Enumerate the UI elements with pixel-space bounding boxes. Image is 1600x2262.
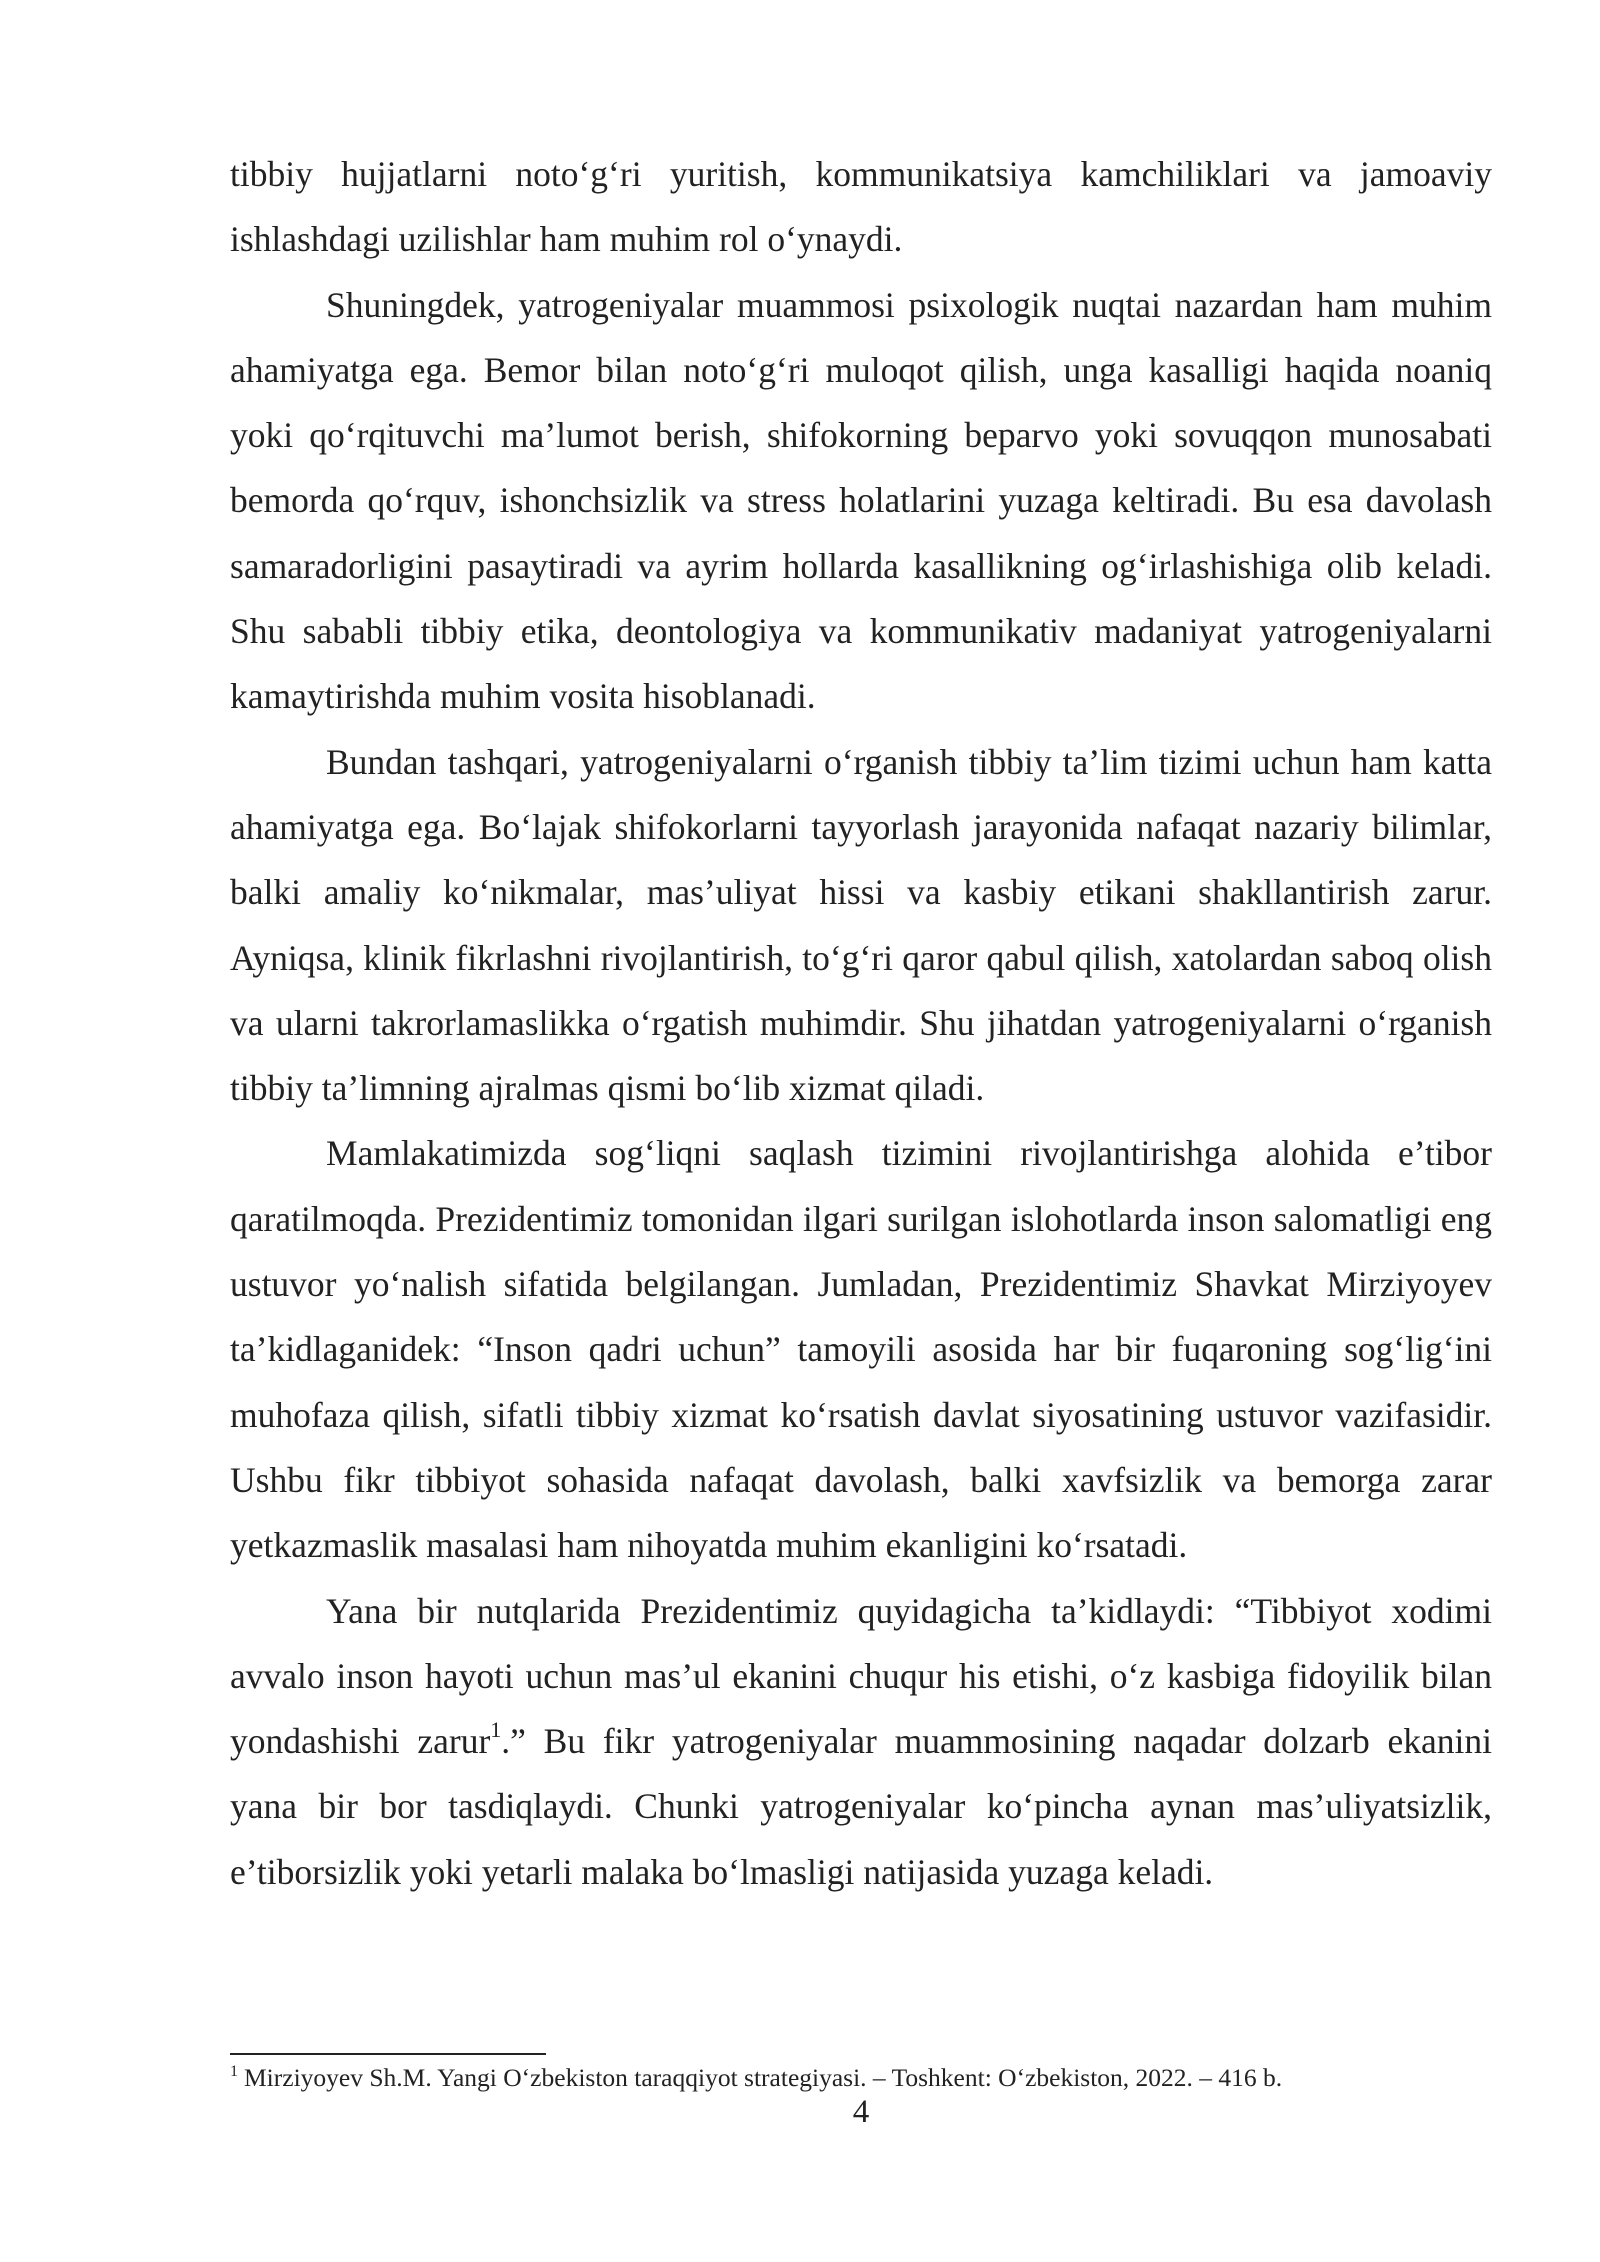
paragraph-president-quote xyxy=(230,1579,1492,1905)
footnote-separator xyxy=(230,2053,546,2055)
footnote-reference-mark[interactable]: 1 xyxy=(490,1717,502,1743)
paragraph-psychological-aspect: Shuningdek, yatrogeniyalar muammosi psixologik nuqtai nazardan ham muhim ahamiyatga ega. Bemor bilan noto‘g‘ri muloqot qilish, unga kasalligi haqida noaniq yoki qo‘rqituvchi ma’lumot berish, shifokorning beparvo yoki sovuqqon munosabati bemorda qo‘rquv, ishonchsizlik va stress holatlarini yuzaga keltiradi. Bu esa davolash samaradorligini pasaytiradi va ayrim hollarda kasallikning og‘irlashishiga olib keladi. Shu sababli tibbiy etika, deontologiya va kommunikativ madaniyat yatrogeniyalarni kamaytirishda muhim vosita hisoblanadi. xyxy=(230,284,1492,717)
quote-text-before-ref: Yana bir nutqlarida Prezidentimiz quyidagicha ta’kidlaydi: “Tibbiyot xodimi avvalo inson hayoti uchun mas’ul ekanini chuqur his etishi, o‘z kasbiga fidoyilik bilan yondashishi zarur xyxy=(230,1590,1492,1762)
quote-text-after-ref: .” Bu fikr yatrogeniyalar muammosining naqadar dolzarb ekanini yana bir bor tasdiqlaydi. Chunki yatrogeniyalar ko‘pincha aynan mas’uliyatsizlik, e’tiborsizlik yoki yetarli malaka bo‘lmasligi natijasida yuzaga keladi. xyxy=(230,1721,1492,1892)
footnote xyxy=(230,2062,1492,2094)
footnote-number: 1 xyxy=(230,2063,238,2081)
footnote-text: Mirziyoyev Sh.M. Yangi O‘zbekiston taraqqiyot strategiyasi. – Toshkent: O‘zbekiston, 2022. – 416 b. xyxy=(244,2063,1283,2092)
page-number: 4 xyxy=(852,2094,870,2130)
paragraph-medical-education: Bundan tashqari, yatrogeniyalarni o‘rganish tibbiy ta’lim tizimi uchun ham katta ahamiyatga ega. Bo‘lajak shifokorlarni tayyorlash jarayonida nafaqat nazariy bilimlar, balki amaliy ko‘nikmalar, mas’uliyat hissi va kasbiy etikani shakllantirish zarur. Ayniqsa, klinik fikrlashni rivojlantirish, to‘g‘ri qaror qabul qilish, xatolardan saboq olish va ularni takrorlamaslikka o‘rgatish muhimdir. Shu jihatdan yatrogeniyalarni o‘rganish tibbiy ta’limning ajralmas qismi bo‘lib xizmat qiladi. xyxy=(230,741,1492,1109)
paragraph-continuation: tibbiy hujjatlarni noto‘g‘ri yuritish, kommunikatsiya kamchiliklari va jamoaviy ishlashdagi uzilishlar ham muhim rol o‘ynaydi. xyxy=(230,154,1492,260)
paragraph-healthcare-policy: Mamlakatimizda sog‘liqni saqlash tizimini rivojlantirishga alohida e’tibor qaratilmoqda. Prezidentimiz tomonidan ilgari surilgan islohotlarda inson salomatligi eng ustuvor yo‘nalish sifatida belgilangan. Jumladan, Prezidentimiz Shavkat Mirziyoyev ta’kidlaganidek: “Inson qadri uchun” tamoyili asosida har bir fuqaroning sog‘lig‘ini muhofaza qilish, sifatli tibbiy xizmat ko‘rsatish davlat siyosatining ustuvor vazifasidir. Ushbu fikr tibbiyot sohasida nafaqat davolash, balki xavfsizlik va bemorga zarar yetkazmaslik masalasi ham nihoyatda muhim ekanligini ko‘rsatadi. xyxy=(230,1133,1492,1566)
body-text xyxy=(230,142,1492,1905)
